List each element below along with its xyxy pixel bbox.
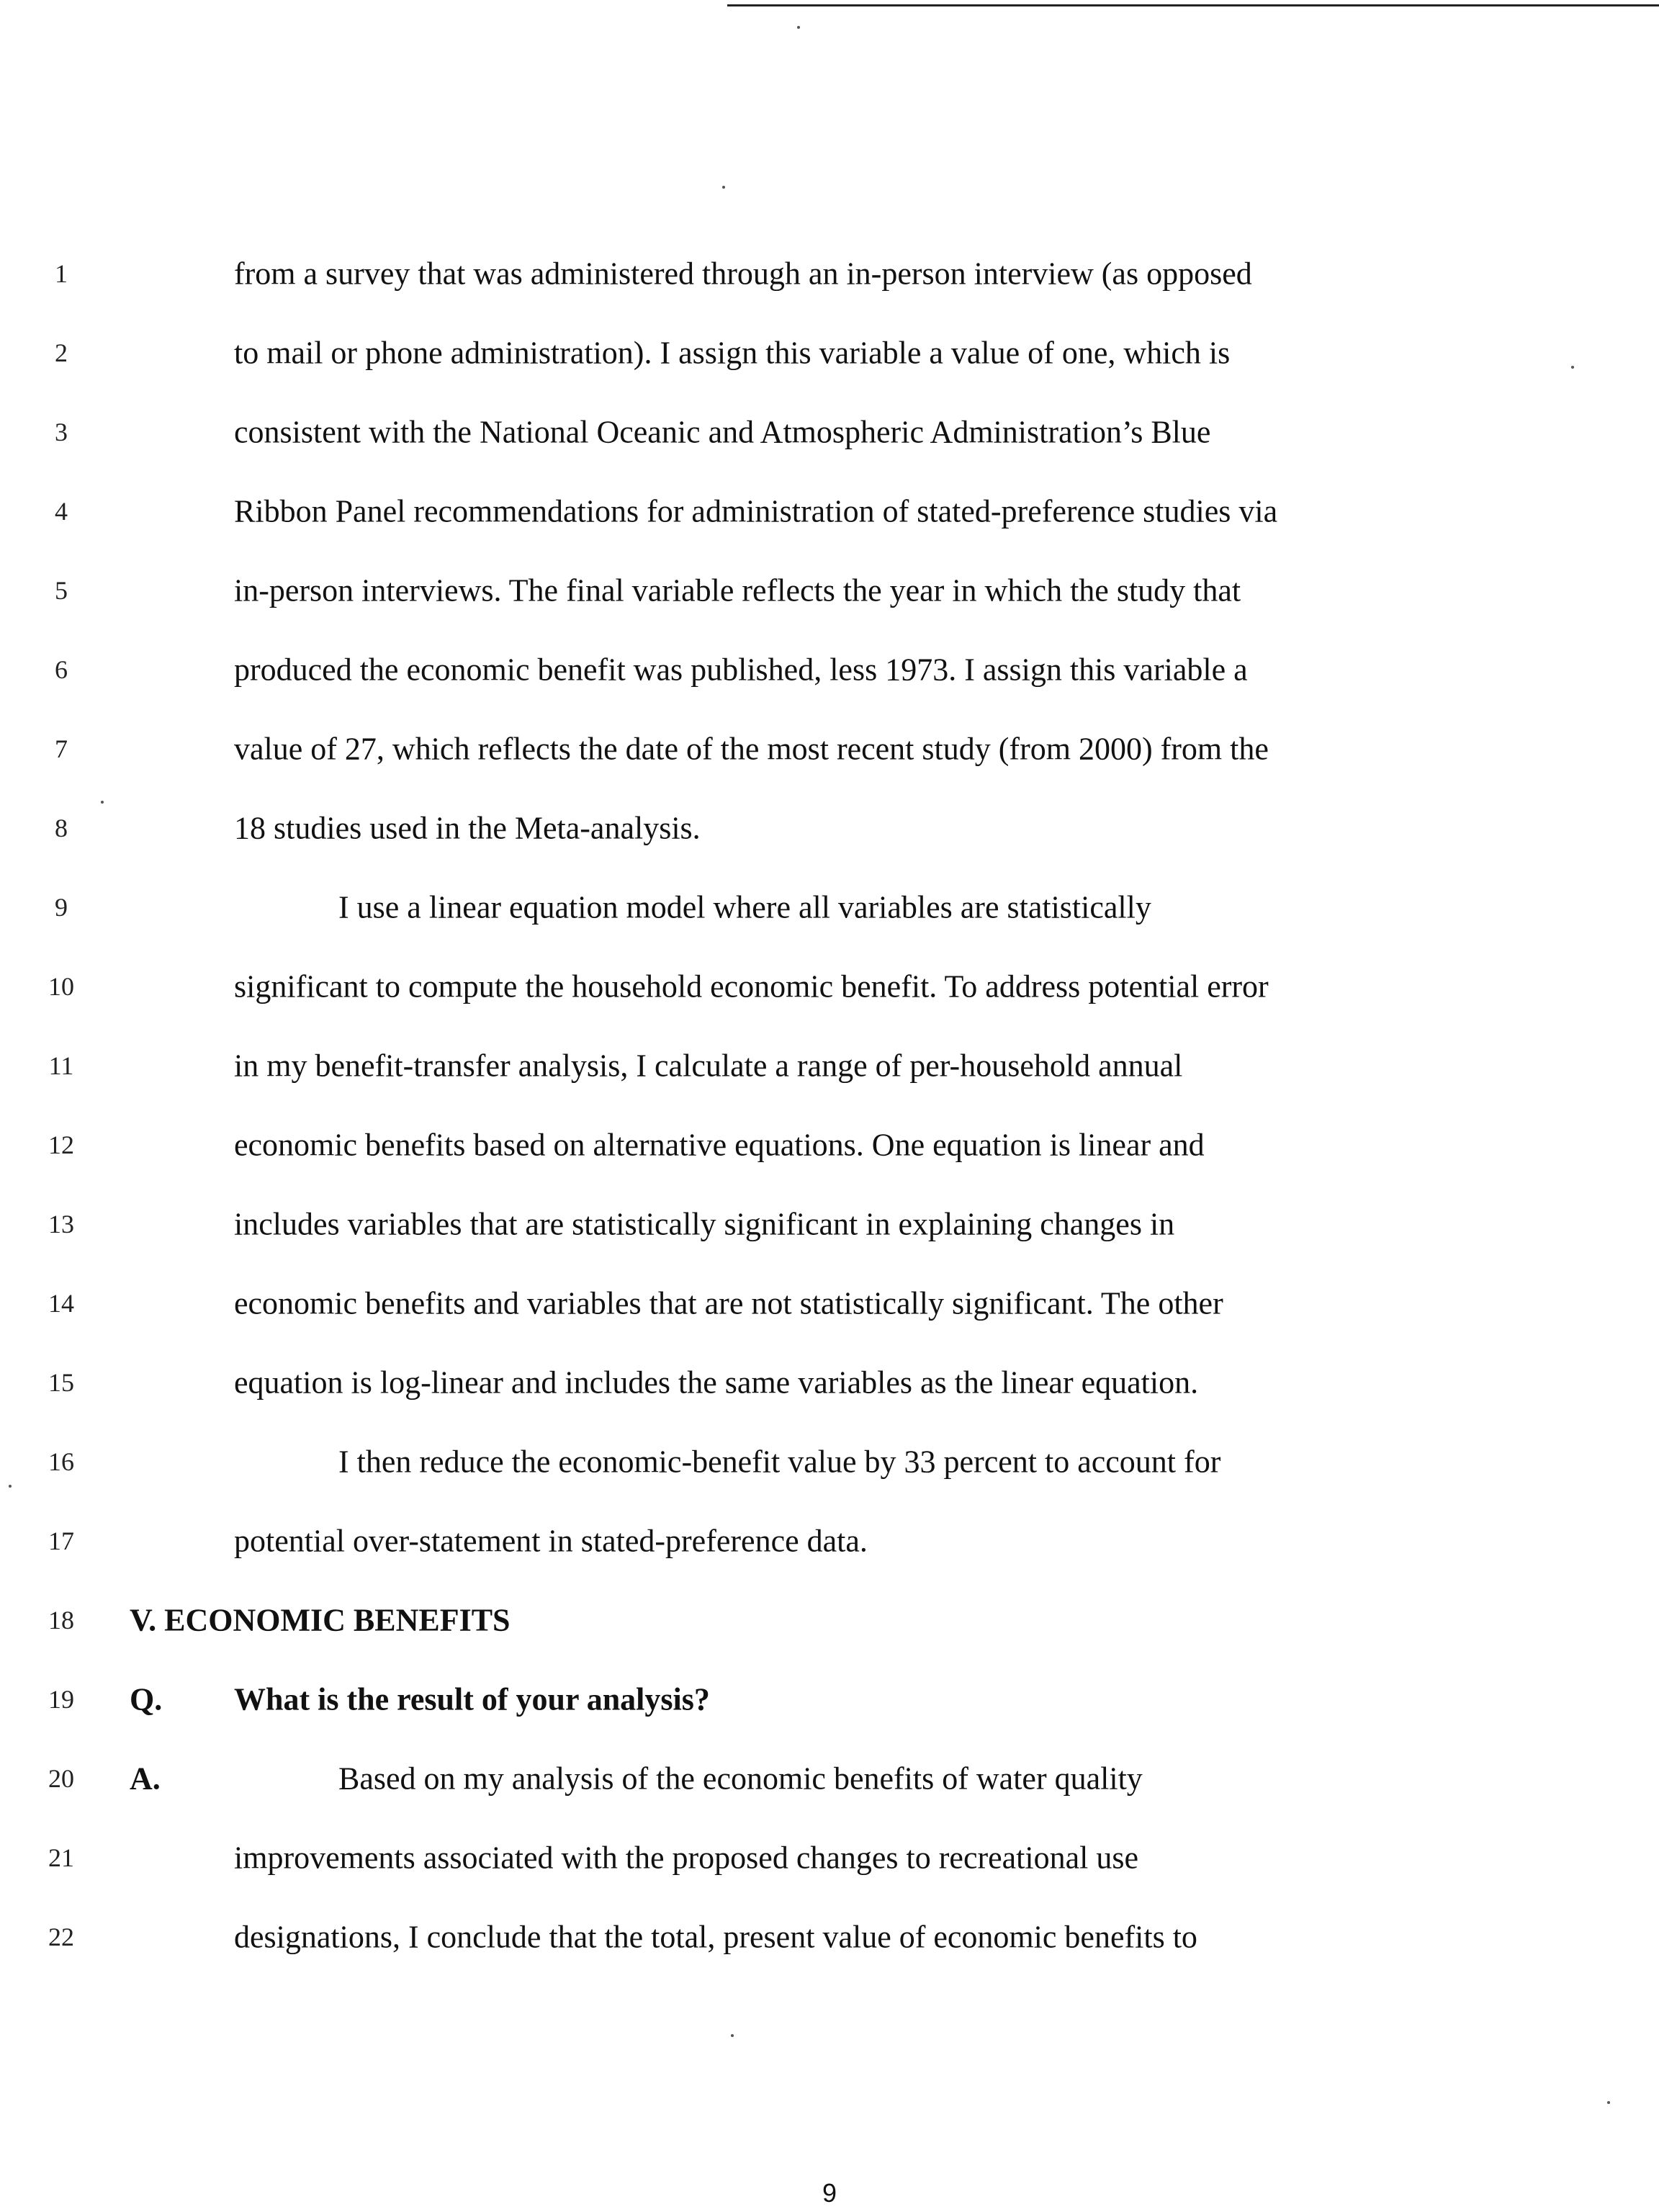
line-text: economic benefits and variables that are not statistically significant. The other — [234, 1285, 1223, 1321]
line-2 — [0, 313, 1659, 392]
line-number: 3 — [55, 418, 68, 446]
line-text: 18 studies used in the Meta-analysis. — [234, 810, 701, 846]
line-text: includes variables that are statistically significant in explaining changes in — [234, 1206, 1175, 1242]
line-18 — [0, 1581, 1659, 1660]
line-8 — [0, 788, 1659, 868]
line-number: 20 — [48, 1764, 74, 1793]
line-number: 11 — [48, 1051, 74, 1080]
line-number: 2 — [55, 338, 68, 367]
scan-speck — [731, 2034, 734, 2037]
line-number: 21 — [48, 1843, 74, 1872]
line-number: 1 — [55, 259, 68, 288]
scan-speck — [722, 186, 725, 189]
line-number: 17 — [48, 1527, 74, 1555]
line-3 — [0, 392, 1659, 472]
line-21 — [0, 1818, 1659, 1897]
line-13 — [0, 1184, 1659, 1264]
answer-label: A. — [130, 1761, 161, 1797]
line-text: Ribbon Panel recommendations for administration of stated-preference studies via — [234, 493, 1278, 529]
line-19 — [0, 1660, 1659, 1739]
page-number: 9 — [822, 2178, 837, 2208]
line-12 — [0, 1105, 1659, 1184]
line-text: in-person interviews. The final variable reflects the year in which the study that — [234, 572, 1241, 608]
line-17 — [0, 1501, 1659, 1581]
line-text: I then reduce the economic-benefit value by 33 percent to account for — [338, 1444, 1221, 1480]
line-text: economic benefits based on alternative equations. One equation is linear and — [234, 1127, 1205, 1163]
line-14 — [0, 1264, 1659, 1343]
line-text: improvements associated with the proposed changes to recreational use — [234, 1840, 1139, 1876]
line-number: 5 — [55, 576, 68, 605]
line-number: 18 — [48, 1606, 74, 1635]
line-22 — [0, 1897, 1659, 1977]
line-9 — [0, 868, 1659, 947]
line-text: equation is log-linear and includes the same variables as the linear equation. — [234, 1364, 1199, 1401]
line-number: 8 — [55, 814, 68, 842]
line-10 — [0, 947, 1659, 1026]
line-text: I use a linear equation model where all variables are statistically — [338, 889, 1151, 925]
line-11 — [0, 1026, 1659, 1105]
line-5 — [0, 551, 1659, 630]
line-text: value of 27, which reflects the date of the most recent study (from 2000) from the — [234, 731, 1269, 767]
line-number: 15 — [48, 1368, 74, 1397]
line-4 — [0, 472, 1659, 551]
scan-speck — [797, 26, 800, 29]
question-text: What is the result of your analysis? — [234, 1681, 710, 1717]
line-number: 12 — [48, 1130, 74, 1159]
line-number: 9 — [55, 893, 68, 922]
line-text: significant to compute the household economic benefit. To address potential error — [234, 968, 1269, 1004]
top-rule — [727, 4, 1659, 6]
scan-speck — [1607, 2101, 1610, 2104]
line-number: 16 — [48, 1447, 74, 1476]
line-15 — [0, 1343, 1659, 1422]
line-text: to mail or phone administration). I assign this variable a value of one, which is — [234, 335, 1231, 371]
line-text: Based on my analysis of the economic benefits of water quality — [338, 1761, 1143, 1797]
line-6 — [0, 630, 1659, 709]
line-text: in my benefit-transfer analysis, I calculate a range of per-household annual — [234, 1048, 1183, 1084]
line-number: 13 — [48, 1210, 74, 1238]
line-text: potential over-statement in stated-preference data. — [234, 1523, 868, 1559]
line-number: 7 — [55, 734, 68, 763]
line-text: produced the economic benefit was published, less 1973. I assign this variable a — [234, 652, 1248, 688]
line-number: 19 — [48, 1685, 74, 1714]
line-20 — [0, 1739, 1659, 1818]
line-number: 4 — [55, 497, 68, 526]
line-number: 22 — [48, 1923, 74, 1951]
line-7 — [0, 709, 1659, 788]
question-label: Q. — [130, 1681, 163, 1717]
line-number: 14 — [48, 1289, 74, 1318]
line-number: 10 — [48, 972, 74, 1001]
line-16 — [0, 1422, 1659, 1501]
line-text: from a survey that was administered through an in-person interview (as opposed — [234, 256, 1252, 292]
line-text: consistent with the National Oceanic and Atmospheric Administration’s Blue — [234, 414, 1211, 450]
line-number: 6 — [55, 655, 68, 684]
line-1 — [0, 234, 1659, 313]
section-heading: V. ECONOMIC BENEFITS — [130, 1602, 511, 1638]
line-text: designations, I conclude that the total, present value of economic benefits to — [234, 1919, 1197, 1955]
